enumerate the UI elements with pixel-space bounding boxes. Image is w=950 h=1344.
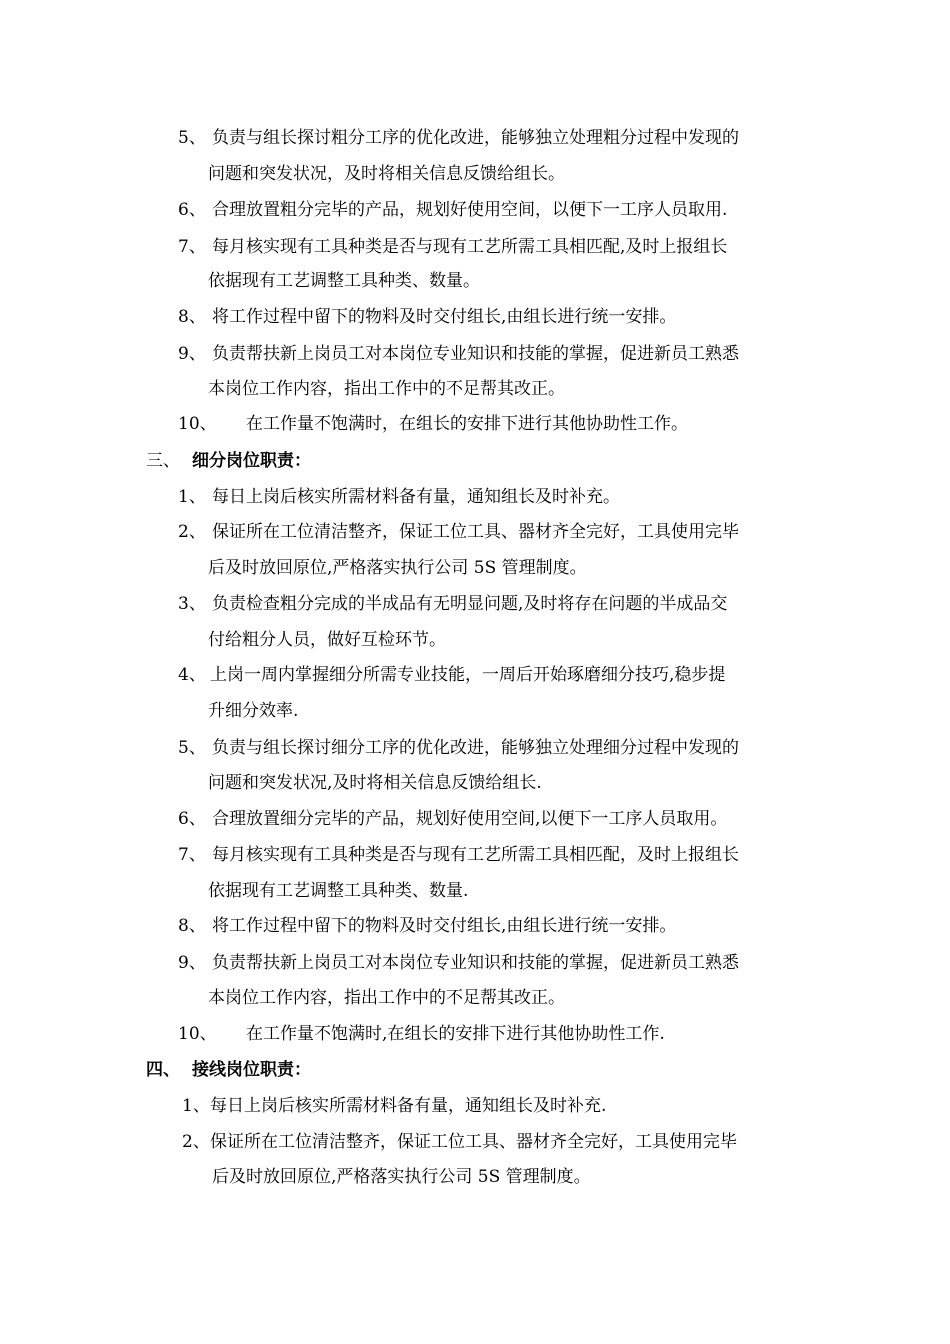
list-item-text: 负责与组长探讨细分工序的优化改进，能够独立处理细分过程中发现的 [212, 738, 739, 758]
list-item-number: 5、 [178, 128, 206, 148]
list-item-number: 3、 [178, 594, 206, 614]
list-item-text: 将工作过程中留下的物料及时交付组长,由组长进行统一安排。 [212, 916, 677, 936]
section-title: 接线岗位职责： [192, 1060, 311, 1080]
list-item-text: 问题和突发状况,及时将相关信息反馈给组长. [208, 773, 542, 793]
list-item-text: 每日上岗后核实所需材料备有量，通知组长及时补充. [210, 1096, 607, 1116]
list-item-text: 每日上岗后核实所需材料备有量，通知组长及时补充。 [212, 487, 620, 507]
list-item-text: 本岗位工作内容，指出工作中的不足帮其改正。 [208, 379, 565, 399]
list-item-text: 升细分效率. [208, 701, 299, 721]
section-heading [146, 1059, 311, 1081]
section-title: 细分岗位职责： [192, 451, 311, 471]
list-item-text: 保证所在工位清洁整齐，保证工位工具、器材齐全完好，工具使用完毕 [210, 1132, 737, 1152]
list-item-number: 9、 [178, 344, 206, 364]
list-item-text: 将工作过程中留下的物料及时交付组长,由组长进行统一安排。 [212, 307, 677, 327]
list-item-text: 负责帮扶新上岗员工对本岗位专业知识和技能的掌握，促进新员工熟悉 [212, 953, 739, 973]
list-item-number: 6、 [178, 809, 206, 829]
section-number: 四、 [146, 1060, 180, 1080]
list-item-text: 负责与组长探讨粗分工序的优化改进，能够独立处理粗分过程中发现的 [212, 128, 739, 148]
list-item-text: 付给粗分人员，做好互检环节。 [208, 630, 446, 650]
list-item-number: 6、 [178, 200, 206, 220]
list-item-text: 依据现有工艺调整工具种类、数量. [208, 881, 469, 901]
list-item-text: 问题和突发状况，及时将相关信息反馈给组长。 [208, 164, 565, 184]
list-item-number: 7、 [178, 845, 206, 865]
list-item-number: 10、 [178, 414, 217, 434]
list-item-text: 负责帮扶新上岗员工对本岗位专业知识和技能的掌握，促进新员工熟悉 [212, 344, 739, 364]
section-number: 三、 [146, 451, 180, 471]
list-item-text: 负责检查粗分完成的半成品有无明显问题,及时将存在问题的半成品交 [212, 594, 728, 614]
list-item-number: 1、 [182, 1096, 210, 1116]
section-heading [146, 450, 311, 472]
list-item-number: 2、 [178, 522, 206, 542]
list-item-number: 4、 [178, 665, 206, 685]
list-item-number: 8、 [178, 307, 206, 327]
list-item-number: 1、 [178, 487, 206, 507]
list-item-text: 在工作量不饱满时，在组长的安排下进行其他协助性工作。 [246, 414, 688, 434]
list-item-text: 依据现有工艺调整工具种类、数量。 [208, 271, 480, 291]
list-item-text: 合理放置粗分完毕的产品，规划好使用空间，以便下一工序人员取用. [212, 200, 728, 220]
list-item-text: 每月核实现有工具种类是否与现有工艺所需工具相匹配，及时上报组长 [212, 845, 739, 865]
list-item-text: 保证所在工位清洁整齐，保证工位工具、器材齐全完好，工具使用完毕 [212, 522, 739, 542]
list-item-text: 后及时放回原位,严格落实执行公司 5S 管理制度。 [212, 1167, 591, 1187]
list-item-number: 2、 [182, 1132, 210, 1152]
list-item-text: 合理放置细分完毕的产品，规划好使用空间,以便下一工序人员取用。 [212, 809, 728, 829]
list-item-text: 在工作量不饱满时,在组长的安排下进行其他协助性工作. [246, 1024, 665, 1044]
list-item-number: 9、 [178, 953, 206, 973]
list-item-number: 5、 [178, 738, 206, 758]
list-item-text: 上岗一周内掌握细分所需专业技能，一周后开始琢磨细分技巧,稳步提 [210, 665, 726, 685]
list-item-number: 7、 [178, 237, 206, 257]
list-item-text: 后及时放回原位,严格落实执行公司 5S 管理制度。 [208, 558, 587, 578]
list-item-number: 8、 [178, 916, 206, 936]
list-item-number: 10、 [178, 1024, 217, 1044]
list-item-text: 每月核实现有工具种类是否与现有工艺所需工具相匹配,及时上报组长 [212, 237, 728, 257]
list-item-text: 本岗位工作内容，指出工作中的不足帮其改正。 [208, 988, 565, 1008]
